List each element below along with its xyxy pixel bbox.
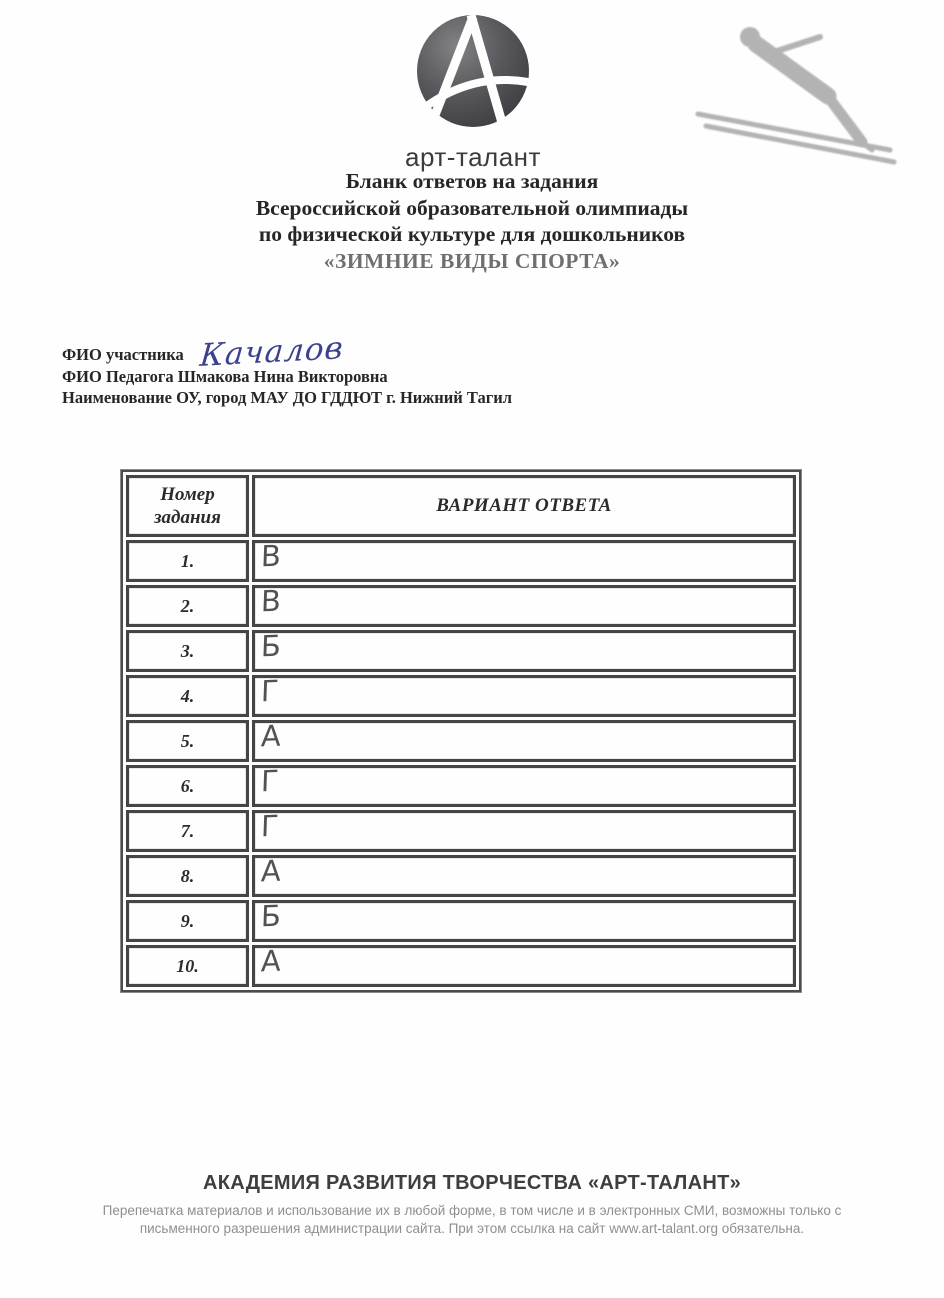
task-number: 3. bbox=[126, 630, 249, 672]
logo-wordmark: арт-талант bbox=[405, 142, 541, 172]
title-line-1: Бланк ответов на задания bbox=[345, 169, 599, 193]
handwritten-answer: В bbox=[260, 583, 282, 618]
table-row bbox=[126, 630, 796, 672]
handwritten-answer: А bbox=[260, 943, 282, 978]
handwritten-answer: А bbox=[260, 853, 282, 888]
art-talant-logo bbox=[398, 12, 548, 173]
handwritten-answer: Б bbox=[260, 898, 282, 933]
table-row bbox=[126, 585, 796, 627]
handwritten-answer: А bbox=[260, 718, 282, 753]
answer-cell bbox=[252, 675, 796, 717]
table-row bbox=[126, 765, 796, 807]
answer-cell bbox=[252, 765, 796, 807]
task-number: 9. bbox=[126, 900, 249, 942]
answer-cell bbox=[252, 720, 796, 762]
title-line-3: по физической культуре для дошкольников bbox=[258, 222, 686, 246]
footer-legal-line-1: Перепечатка материалов и использование их в любой форме, в том числе и в электронных СМИ, возможны только с bbox=[102, 1203, 842, 1218]
answer-cell bbox=[252, 900, 796, 942]
answer-cell bbox=[252, 810, 796, 852]
header-task-number: Номер задания bbox=[126, 475, 249, 537]
task-number: 5. bbox=[126, 720, 249, 762]
task-number: 10. bbox=[126, 945, 249, 987]
footer-legal-line-2: письменного разрешения администрации сайта. При этом ссылка на сайт www.art-talant.org обязательна. bbox=[139, 1221, 805, 1236]
participant-name-label: ФИО участника bbox=[62, 345, 184, 364]
form-title bbox=[0, 168, 944, 274]
answer-cell bbox=[252, 585, 796, 627]
footer-legal-text bbox=[0, 1202, 944, 1238]
handwritten-answer: Г bbox=[260, 808, 280, 843]
header-answer-variant: ВАРИАНТ ОТВЕТА bbox=[252, 475, 796, 537]
footer bbox=[0, 1172, 944, 1238]
participant-name-handwritten: Качалов bbox=[198, 330, 345, 374]
handwritten-answer: В bbox=[260, 538, 282, 573]
task-number: 1. bbox=[126, 540, 249, 582]
answers-table bbox=[121, 470, 801, 992]
table-row bbox=[126, 720, 796, 762]
school-row: Наименование ОУ, город МАУ ДО ГДДЮТ г. Нижний Тагил bbox=[62, 388, 513, 407]
teacher-name-row: ФИО Педагога Шмакова Нина Викторовна bbox=[62, 366, 388, 386]
task-number: 7. bbox=[126, 810, 249, 852]
task-number: 4. bbox=[126, 675, 249, 717]
ski-jumper-image bbox=[686, 10, 912, 168]
task-number: 6. bbox=[126, 765, 249, 807]
task-number: 2. bbox=[126, 585, 249, 627]
answer-cell bbox=[252, 945, 796, 987]
table-row bbox=[126, 810, 796, 852]
art-talant-logo-icon bbox=[412, 12, 534, 138]
handwritten-answer: Б bbox=[260, 628, 282, 663]
table-header-row bbox=[126, 475, 796, 537]
title-line-2: Всероссийской образовательной олимпиады bbox=[255, 195, 689, 220]
task-number: 8. bbox=[126, 855, 249, 897]
table-row bbox=[126, 900, 796, 942]
answer-cell bbox=[252, 540, 796, 582]
table-row bbox=[126, 945, 796, 987]
answer-cell bbox=[252, 855, 796, 897]
participant-name-row bbox=[62, 330, 512, 374]
footer-academy-title: АКАДЕМИЯ РАЗВИТИЯ ТВОРЧЕСТВА «АРТ-ТАЛАНТ» bbox=[202, 1172, 742, 1194]
answer-cell bbox=[252, 630, 796, 672]
participant-info bbox=[62, 330, 513, 409]
table-row bbox=[126, 540, 796, 582]
handwritten-answer: Г bbox=[260, 673, 280, 708]
table-row bbox=[126, 675, 796, 717]
table-row bbox=[126, 855, 796, 897]
handwritten-answer: Г bbox=[260, 763, 280, 798]
title-line-4: «ЗИМНИЕ ВИДЫ СПОРТА» bbox=[323, 248, 621, 273]
